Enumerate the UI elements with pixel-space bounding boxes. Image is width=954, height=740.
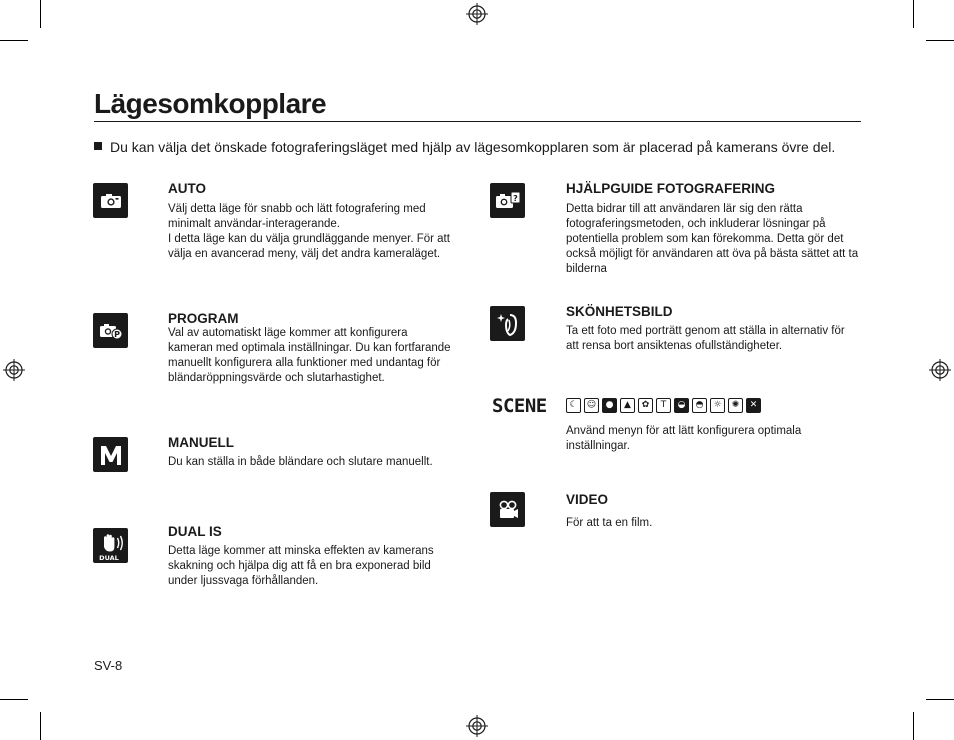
intro-text: Du kan välja det önskade fotograferingsläget med hjälp av lägesomkopplaren som är placerad på kamerans övre del. <box>110 139 836 155</box>
mode-desc-skonhetsbild <box>566 324 845 354</box>
desc-line: under ljussvaga förhållanden. <box>168 575 319 587</box>
crop-mark <box>0 699 28 700</box>
svg-text:P: P <box>113 329 120 339</box>
desc-line: välja en avancerad meny, välj det andra kameraläget. <box>168 248 441 260</box>
sunset-icon: ◒ <box>674 398 689 413</box>
crop-mark <box>40 712 41 740</box>
desc-line: också möjligt för användaren att öva på bästa sättet att ta <box>566 248 859 260</box>
svg-text:?: ? <box>512 193 518 203</box>
mode-title-program: PROGRAM <box>168 311 239 326</box>
title-rule <box>94 121 861 122</box>
desc-line: inställningar. <box>566 440 630 452</box>
registration-mark-icon <box>466 715 488 737</box>
children-icon: ● <box>602 398 617 413</box>
desc-line: Välj detta läge för snabb och lätt fotografering med <box>168 203 426 215</box>
intro-bullet <box>94 139 835 155</box>
registration-mark-icon <box>929 359 951 381</box>
mode-title-auto: AUTO <box>168 181 207 196</box>
landscape-icon: ▲ <box>620 398 635 413</box>
fireworks-icon: ✺ <box>728 398 743 413</box>
mode-desc-program <box>168 326 451 386</box>
desc-line: att rensa bort ansiktenas ofullständigheter. <box>566 340 783 352</box>
desc-line: bländaröppningsvärde och slutarhastighet. <box>168 372 385 384</box>
registration-mark-icon <box>3 359 25 381</box>
mode-desc-manuell <box>168 455 433 470</box>
beauty-shot-icon <box>490 306 525 341</box>
camera-auto-icon <box>93 183 128 218</box>
desc-line: bilderna <box>566 263 607 275</box>
desc-line: För att ta en film. <box>566 517 653 529</box>
crop-mark <box>40 0 41 28</box>
backlight-icon: ☼ <box>710 398 725 413</box>
desc-line: Använd menyn för att lätt konfigurera optimala <box>566 425 802 437</box>
night-icon: ☾ <box>566 398 581 413</box>
mode-desc-scene <box>566 424 801 454</box>
beach-snow-icon: ✕ <box>746 398 761 413</box>
desc-line: Detta läge kommer att minska effekten av kamerans <box>168 545 434 557</box>
scene-mode-label: SCENE <box>492 395 547 417</box>
crop-mark <box>0 40 28 41</box>
crop-mark <box>913 0 914 28</box>
dawn-icon: ◓ <box>692 398 707 413</box>
close-up-icon: ✿ <box>638 398 653 413</box>
crop-mark <box>913 712 914 740</box>
desc-line: Ta ett foto med porträtt genom att ställa in alternativ för <box>566 325 845 337</box>
text-icon: T <box>656 398 671 413</box>
movie-camera-icon <box>490 492 525 527</box>
desc-line: kameran med optimala inställningar. Du kan fortfarande <box>168 342 451 354</box>
mode-title-manuell: MANUELL <box>168 435 234 450</box>
page-number: SV-8 <box>94 658 123 673</box>
mode-desc-dual-is <box>168 544 434 589</box>
desc-line: potentiella problem som kan förekomma. Detta gör det <box>566 233 844 245</box>
page-title: Lägesomkopplare <box>94 88 327 119</box>
desc-line: skakning och hjälpa dig att få en bra exponerad bild <box>168 560 431 572</box>
mode-desc-auto <box>168 202 450 262</box>
desc-line: minimalt användar-interagerande. <box>168 218 340 230</box>
dual-icon-label: DUAL <box>98 553 119 562</box>
mode-desc-hjalpguide <box>566 202 858 277</box>
desc-line: Du kan ställa in både bländare och slutare manuellt. <box>168 456 433 468</box>
crop-mark <box>926 699 954 700</box>
mode-title-skonhetsbild: SKÖNHETSBILD <box>566 304 673 319</box>
scene-icon-strip <box>566 398 761 413</box>
desc-line: Val av automatiskt läge kommer att konfigurera <box>168 327 408 339</box>
bullet-square-icon <box>94 142 102 150</box>
mode-title-hjalpguide: HJÄLPGUIDE FOTOGRAFERING <box>566 181 776 196</box>
crop-mark <box>926 40 954 41</box>
mode-title-video: VIDEO <box>566 492 609 507</box>
photo-guide-icon <box>490 183 525 218</box>
desc-line: I detta läge kan du välja grundläggande menyer. För att <box>168 233 450 245</box>
desc-line: manuellt konfigurera alla funktioner med undantag för <box>168 357 441 369</box>
registration-mark-icon <box>466 3 488 25</box>
camera-program-icon <box>93 313 128 348</box>
manual-m-icon <box>93 437 128 472</box>
portrait-icon: ☺ <box>584 398 599 413</box>
mode-desc-video <box>566 516 652 531</box>
dual-is-hand-icon <box>93 528 128 563</box>
desc-line: Detta bidrar till att användaren lär sig den rätta <box>566 203 803 215</box>
mode-title-dual-is: DUAL IS <box>168 524 222 539</box>
desc-line: fotograferingsmetoden, och inkluderar lösningar på <box>566 218 826 230</box>
